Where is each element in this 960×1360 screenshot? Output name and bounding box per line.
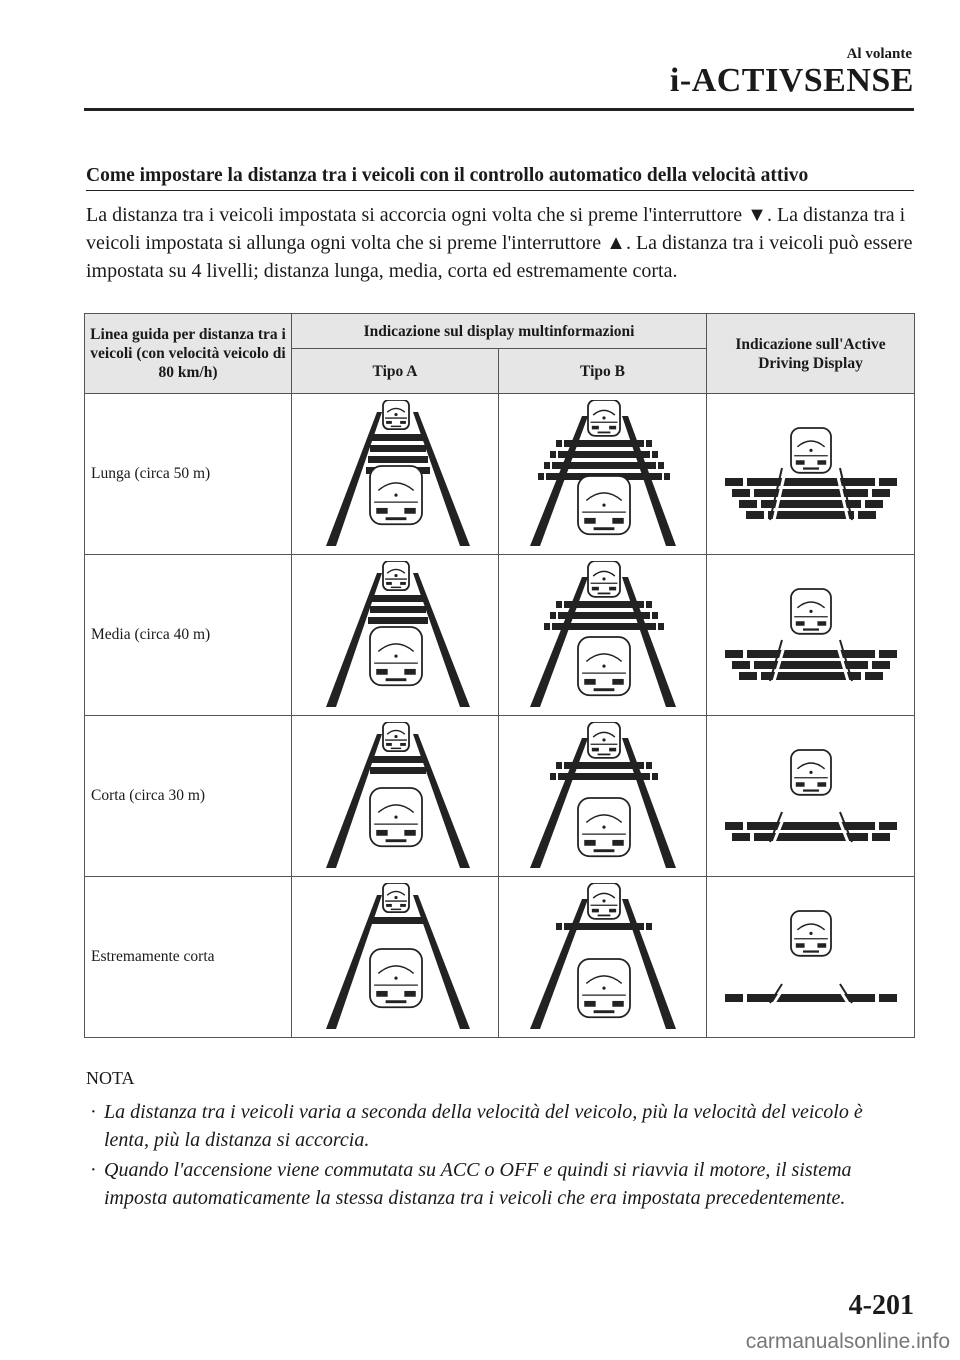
table-row — [85, 877, 915, 1038]
col-header-active-driving-display: Indicazione sull'Active Driving Display — [707, 314, 915, 394]
side-bar — [732, 489, 750, 497]
type-a-image — [292, 555, 499, 716]
car-icon — [383, 400, 409, 429]
distance-bar — [372, 917, 424, 924]
table-row — [85, 555, 915, 716]
bar-tick — [646, 762, 652, 769]
distance-table — [84, 313, 915, 1038]
bar-tick — [556, 440, 562, 447]
type-b-image — [499, 716, 707, 877]
col-header-multinfo-display: Indicazione sul display multinformazioni — [292, 314, 707, 349]
car-icon — [588, 400, 620, 436]
header-title: i-ACTIVSENSE — [669, 62, 914, 99]
section-heading: Come impostare la distanza tra i veicoli con il controllo automatico della velocità attivo — [86, 165, 914, 191]
car-icon — [383, 883, 409, 912]
side-bar — [725, 478, 743, 486]
bar-tick — [658, 462, 664, 469]
distance-label: Lunga (circa 50 m) — [85, 394, 292, 555]
side-bar — [725, 994, 743, 1002]
bullet-icon: · — [90, 1159, 97, 1181]
distance-bar — [368, 456, 428, 463]
bar-tick — [652, 451, 658, 458]
car-icon — [383, 561, 409, 590]
active-driving-display-image — [707, 555, 915, 716]
side-bar — [739, 672, 757, 680]
bar-tick — [544, 623, 550, 630]
col-header-type-b: Tipo B — [499, 349, 707, 394]
side-bar — [732, 833, 750, 841]
active-driving-display-image — [707, 877, 915, 1038]
bar-tick — [544, 462, 550, 469]
bar-tick — [556, 923, 562, 930]
up-triangle-icon: ▲ — [606, 232, 626, 254]
distance-bar — [552, 462, 656, 469]
side-bar — [879, 650, 897, 658]
car-icon — [791, 750, 831, 795]
type-a-image — [292, 877, 499, 1038]
side-bar — [732, 661, 750, 669]
side-bar — [879, 994, 897, 1002]
bar-tick — [550, 773, 556, 780]
side-bar — [725, 650, 743, 658]
paragraph-part-1: La distanza tra i veicoli impostata si accorcia ogni volta che si preme l'interruttore — [86, 204, 748, 226]
car-icon — [791, 911, 831, 956]
car-icon — [588, 561, 620, 597]
side-bar — [872, 833, 890, 841]
side-bar — [865, 500, 883, 508]
car-icon — [588, 883, 620, 919]
distance-bar — [768, 511, 854, 519]
distance-bar — [747, 650, 875, 658]
distance-bar — [370, 767, 426, 774]
side-bar — [872, 489, 890, 497]
header-section-label: Al volante — [846, 46, 912, 62]
distance-bar — [558, 612, 650, 619]
distance-bar — [564, 440, 644, 447]
type-b-image — [499, 877, 707, 1038]
car-icon — [578, 476, 630, 534]
nota-label: NOTA — [86, 1068, 135, 1088]
side-bar — [879, 478, 897, 486]
nota-item-text: La distanza tra i veicoli varia a seconda della velocità del veicolo, più la velocità del veicolo è lenta, più la distanza si accorcia. — [104, 1101, 863, 1151]
distance-bar — [370, 606, 426, 613]
bar-tick — [550, 451, 556, 458]
type-b-image — [499, 394, 707, 555]
nota-item-text: Quando l'accensione viene commutata su ACC o OFF e quindi si riavvia il motore, il sistema imposta automaticamente la stessa distanza tra i veicoli che era impostata precedentemente. — [104, 1159, 852, 1209]
bar-tick — [556, 762, 562, 769]
distance-bar — [564, 601, 644, 608]
distance-bar — [372, 434, 424, 441]
paragraph-part-2: . La distanza tra i veicoli impostata si allunga ogni volta che si preme l'interruttore — [86, 204, 906, 254]
down-triangle-icon: ▼ — [747, 204, 767, 226]
col-header-type-a: Tipo A — [292, 349, 499, 394]
bullet-icon: · — [90, 1101, 97, 1123]
car-icon — [383, 722, 409, 751]
distance-bar — [747, 822, 875, 830]
side-bar — [725, 822, 743, 830]
bar-tick — [646, 440, 652, 447]
active-driving-display-image — [707, 394, 915, 555]
side-bar — [879, 822, 897, 830]
distance-bar — [564, 923, 644, 930]
car-icon — [578, 798, 630, 856]
watermark: carmanualsonline.info — [745, 1330, 950, 1353]
bar-tick — [556, 601, 562, 608]
distance-bar — [747, 478, 875, 486]
nota-item — [86, 1098, 906, 1154]
distance-bar — [370, 445, 426, 452]
side-bar — [858, 511, 876, 519]
bar-tick — [652, 612, 658, 619]
distance-bar — [368, 617, 428, 624]
bar-tick — [538, 473, 544, 480]
car-icon — [370, 466, 422, 524]
col-header-guideline: Linea guida per distanza tra i veicoli (con velocità veicolo di 80 km/h) — [85, 314, 292, 394]
distance-bar — [564, 762, 644, 769]
body-paragraph — [86, 201, 916, 285]
table-row — [85, 394, 915, 555]
distance-bar — [754, 661, 868, 669]
type-a-image — [292, 716, 499, 877]
bar-tick — [664, 473, 670, 480]
page-number: 4-201 — [848, 1290, 914, 1321]
paragraph-part-3: . La distanza tra i veicoli può essere impostata su 4 livelli; distanza lunga, media, corta ed estremamente corta. — [86, 232, 913, 282]
side-bar — [872, 661, 890, 669]
side-bar — [739, 500, 757, 508]
distance-bar — [558, 773, 650, 780]
bar-tick — [658, 623, 664, 630]
bar-tick — [652, 773, 658, 780]
active-driving-display-image — [707, 716, 915, 877]
distance-bar — [372, 756, 424, 763]
car-icon — [370, 949, 422, 1007]
side-bar — [865, 672, 883, 680]
bar-tick — [646, 601, 652, 608]
type-b-image — [499, 555, 707, 716]
car-icon — [791, 428, 831, 473]
car-icon — [588, 722, 620, 758]
nota-item — [86, 1156, 906, 1212]
distance-label: Media (circa 40 m) — [85, 555, 292, 716]
car-icon — [578, 959, 630, 1017]
distance-bar — [552, 623, 656, 630]
distance-bar — [558, 451, 650, 458]
distance-bar — [754, 489, 868, 497]
distance-bar — [747, 994, 875, 1002]
car-icon — [578, 637, 630, 695]
distance-label: Estremamente corta — [85, 877, 292, 1038]
table-row — [85, 716, 915, 877]
bar-tick — [646, 923, 652, 930]
car-icon — [370, 788, 422, 846]
distance-label: Corta (circa 30 m) — [85, 716, 292, 877]
header-rule — [84, 108, 914, 111]
side-bar — [746, 511, 764, 519]
nota-list — [86, 1098, 906, 1214]
type-a-image — [292, 394, 499, 555]
car-icon — [791, 589, 831, 634]
distance-bar — [372, 595, 424, 602]
bar-tick — [550, 612, 556, 619]
car-icon — [370, 627, 422, 685]
